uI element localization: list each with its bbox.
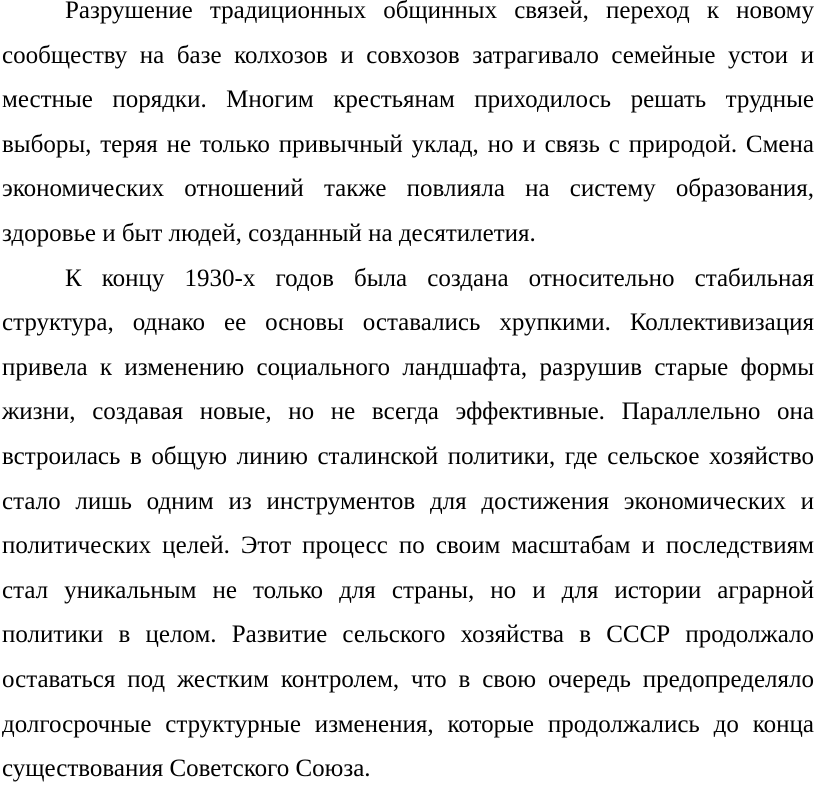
paragraph-2: К концу 1930-х годов была создана относительно стабильная структура, однако ее основы оставались хрупкими. Коллективизация привела к изменению социального ландшафта, разрушив старые формы жизни, создавая новые, но не всегда эффективные. Параллельно она встроилась в общую линию сталинской политики, где сельское хозяйство стало лишь одним из инструментов для достижения экономических и политических целей. Этот процесс по своим масштабам и последствиям стал уникальным не только для страны, но и для истории аграрной политики в целом. Развитие сельского хозяйства в СССР продолжало оставаться под жестким контролем, что в свою очередь предопределяло долгосрочные структурные изменения, которые продолжались до конца существования Советского Союза.: [2, 264, 814, 783]
paragraph-1: Разрушение традиционных общинных связей, переход к новому сообществу на базе колхозов и совхозов затрагивало семейные устои и местные порядки. Многим крестьянам приходилось решать трудные выборы, теряя не только привычный уклад, но и связь с природой. Смена экономических отношений также повлияла на систему образования, здоровье и быт людей, созданный на десятилетия.: [2, 0, 814, 247]
